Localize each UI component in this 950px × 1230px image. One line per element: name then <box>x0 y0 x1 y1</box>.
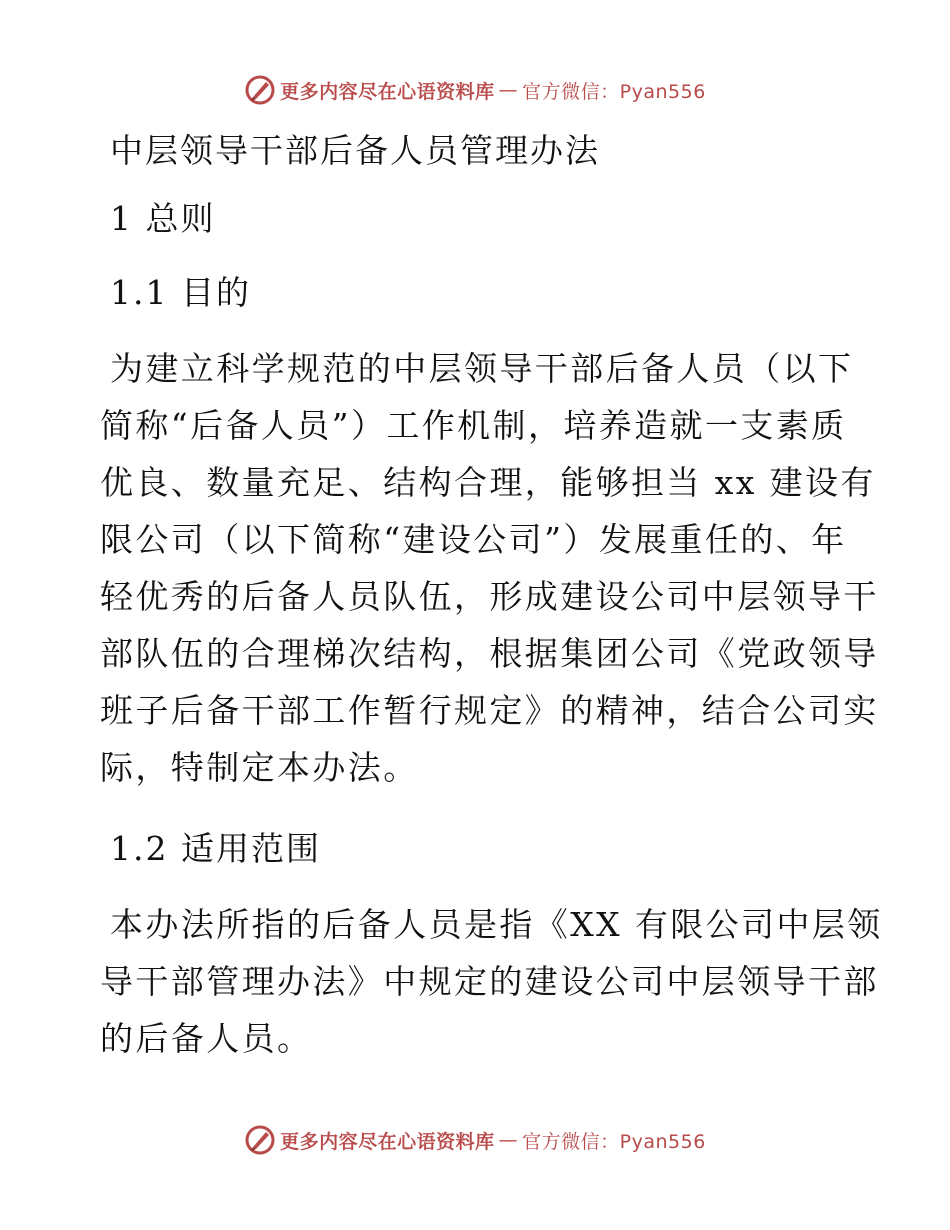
watermark-main-text: 更多内容尽在心语资料库 <box>280 1130 495 1153</box>
paragraph-line: 限公司（以下简称“建设公司”）发展重任的、年 <box>100 520 847 559</box>
section-1-1-heading: 1.1 目的 <box>110 273 251 312</box>
section-1-heading: 1 总则 <box>110 199 216 238</box>
paragraph-line: 简称“后备人员”）工作机制，培养造就一支素质 <box>100 406 847 445</box>
paragraph-line: 班子后备干部工作暂行规定》的精神，结合公司实 <box>100 691 879 730</box>
watermark-separator: — <box>498 1129 519 1151</box>
pen-logo-icon <box>244 1124 276 1156</box>
document-title: 中层领导干部后备人员管理办法 <box>110 131 600 170</box>
paragraph-line: 导干部管理办法》中规定的建设公司中层领导干部 <box>100 962 879 1001</box>
watermark-contact-text: 官方微信：Pyan556 <box>522 80 706 103</box>
paragraph-line: 部队伍的合理梯次结构，根据集团公司《党政领导 <box>100 634 879 673</box>
paragraph-line: 本办法所指的后备人员是指《XX 有限公司中层领 <box>110 905 883 944</box>
watermark-contact-text: 官方微信：Pyan556 <box>522 1130 706 1153</box>
paragraph-line: 际，特制定本办法。 <box>100 748 419 787</box>
header-watermark <box>0 72 950 108</box>
paragraph-line: 的后备人员。 <box>100 1019 313 1058</box>
pen-logo-icon <box>244 74 276 106</box>
paragraph-line: 优良、数量充足、结构合理，能够担当 xx 建设有 <box>100 463 876 502</box>
paragraph-line: 轻优秀的后备人员队伍，形成建设公司中层领导干 <box>100 577 879 616</box>
watermark-main-text: 更多内容尽在心语资料库 <box>280 80 495 103</box>
footer-watermark <box>0 1122 950 1158</box>
section-1-2-heading: 1.2 适用范围 <box>110 829 321 868</box>
paragraph-line: 为建立科学规范的中层领导干部后备人员（以下 <box>110 349 854 388</box>
watermark-separator: — <box>498 79 519 101</box>
